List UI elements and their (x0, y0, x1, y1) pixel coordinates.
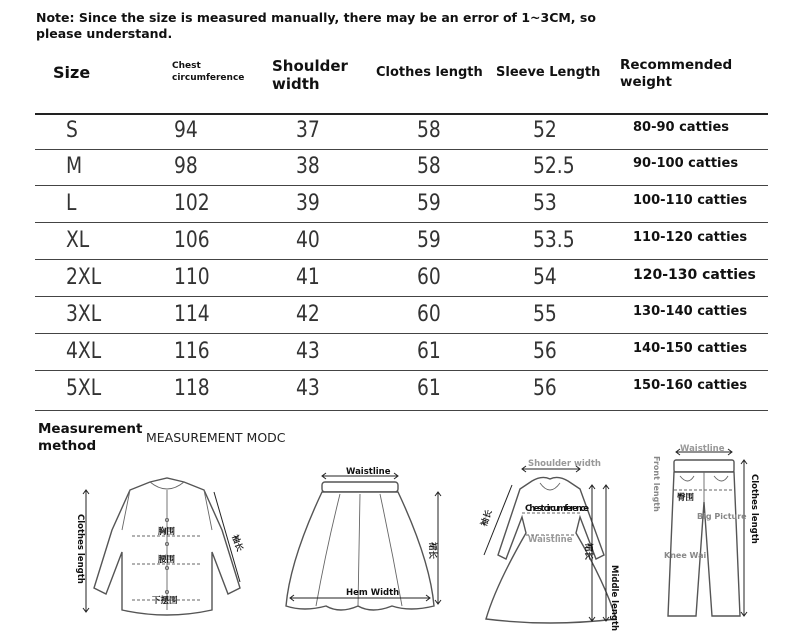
cell-shoulder: 42 (296, 302, 320, 327)
cell-chest: 114 (174, 302, 210, 327)
cell-sleeve: 53.5 (533, 228, 575, 253)
shirt-waist-label: 腰围 (158, 555, 176, 565)
cell-size: 2XL (66, 265, 102, 290)
cell-shoulder: 39 (296, 191, 320, 216)
cell-shoulder: 38 (296, 154, 320, 179)
cell-shoulder: 40 (296, 228, 320, 253)
pants-big-picture-label: Big Picture (697, 512, 747, 521)
cell-length: 60 (417, 302, 441, 327)
header-recommended-weight: Recommended weight (620, 57, 733, 90)
dress-sleeve-label: 袖长 (479, 508, 495, 529)
pants-waistline-label: Waistline (680, 444, 725, 454)
cell-shoulder: 41 (296, 265, 320, 290)
cell-sleeve: 54 (533, 265, 557, 290)
dress-diagram (472, 455, 642, 632)
table-row (0, 114, 790, 151)
cell-chest: 106 (174, 228, 210, 253)
cell-sleeve: 53 (533, 191, 557, 216)
cell-chest: 110 (174, 265, 210, 290)
cell-length: 61 (417, 376, 441, 401)
table-divider (35, 410, 768, 411)
cell-size: 5XL (66, 376, 102, 401)
cell-length: 59 (417, 228, 441, 253)
cell-size: S (66, 118, 78, 143)
shirt-diagram (72, 470, 262, 630)
table-row (0, 335, 790, 372)
cell-chest: 116 (174, 339, 210, 364)
cell-shoulder: 43 (296, 339, 320, 364)
cell-size: L (66, 191, 77, 216)
cell-weight: 140-150 catties (633, 341, 748, 356)
cell-weight: 110-120 catties (633, 230, 748, 245)
cell-length: 61 (417, 339, 441, 364)
cell-chest: 94 (174, 118, 198, 143)
cell-weight: 80-90 catties (633, 120, 730, 135)
cell-shoulder: 43 (296, 376, 320, 401)
dress-chest-label: Chest circumference (525, 504, 589, 514)
cell-chest: 118 (174, 376, 210, 401)
shirt-sleeve-label: 袖长 (229, 533, 245, 554)
cell-size: 3XL (66, 302, 102, 327)
cell-length: 58 (417, 154, 441, 179)
cell-length: 60 (417, 265, 441, 290)
table-row (0, 261, 790, 298)
dress-length-label: 裙长 (583, 543, 593, 561)
cell-sleeve: 52 (533, 118, 557, 143)
header-shoulder-width: Shoulder width (272, 57, 348, 93)
header-size: Size (53, 63, 91, 82)
table-row (0, 372, 790, 409)
cell-chest: 98 (174, 154, 198, 179)
pants-diagram (640, 440, 760, 620)
skirt-length-label: 裙长 (427, 542, 437, 560)
cell-size: 4XL (66, 339, 102, 364)
pants-hip-label: 臀围 (677, 493, 695, 503)
pants-front-length-label: Front length (652, 456, 661, 512)
shirt-clothes-length-label: Clothes length (75, 514, 85, 584)
cell-length: 59 (417, 191, 441, 216)
shirt-chest-label: 胸围 (158, 527, 176, 537)
cell-shoulder: 37 (296, 118, 320, 143)
header-chest-circumference: Chest circumference (172, 61, 245, 83)
pants-clothes-length-label: Clothes length (749, 474, 759, 544)
cell-size: M (66, 154, 83, 179)
cell-sleeve: 52.5 (533, 154, 575, 179)
cell-sleeve: 56 (533, 376, 557, 401)
skirt-diagram (280, 460, 450, 620)
cell-weight: 100-110 catties (633, 193, 748, 208)
table-row (0, 150, 790, 187)
cell-weight: 90-100 catties (633, 156, 739, 171)
size-error-note: Note: Since the size is measured manually, there may be an error of 1~3CM, so please understand. (36, 10, 596, 41)
measurement-mode-subtitle: MEASUREMENT MODC (146, 430, 286, 445)
dress-middle-length-label: Middle length (609, 565, 619, 632)
shirt-hem-label: 下摆围 (152, 596, 178, 606)
dress-shoulder-width-label: Shoulder width (528, 459, 601, 469)
table-row (0, 224, 790, 261)
cell-weight: 130-140 catties (633, 304, 748, 319)
dress-waistline-label: Waistline (528, 535, 573, 545)
cell-sleeve: 56 (533, 339, 557, 364)
cell-weight: 120-130 catties (633, 267, 756, 283)
header-sleeve-length: Sleeve Length (496, 65, 601, 80)
header-clothes-length: Clothes length (376, 65, 483, 80)
table-row (0, 187, 790, 224)
cell-sleeve: 55 (533, 302, 557, 327)
cell-weight: 150-160 catties (633, 378, 748, 393)
table-row (0, 298, 790, 335)
skirt-hem-width-label: Hem Width (346, 588, 400, 598)
cell-size: XL (66, 228, 90, 253)
cell-chest: 102 (174, 191, 210, 216)
measurement-method-title: Measurement method (38, 421, 143, 454)
pants-knee-label: Knee Wai (664, 551, 707, 560)
cell-length: 58 (417, 118, 441, 143)
skirt-waistline-label: Waistline (346, 467, 391, 477)
